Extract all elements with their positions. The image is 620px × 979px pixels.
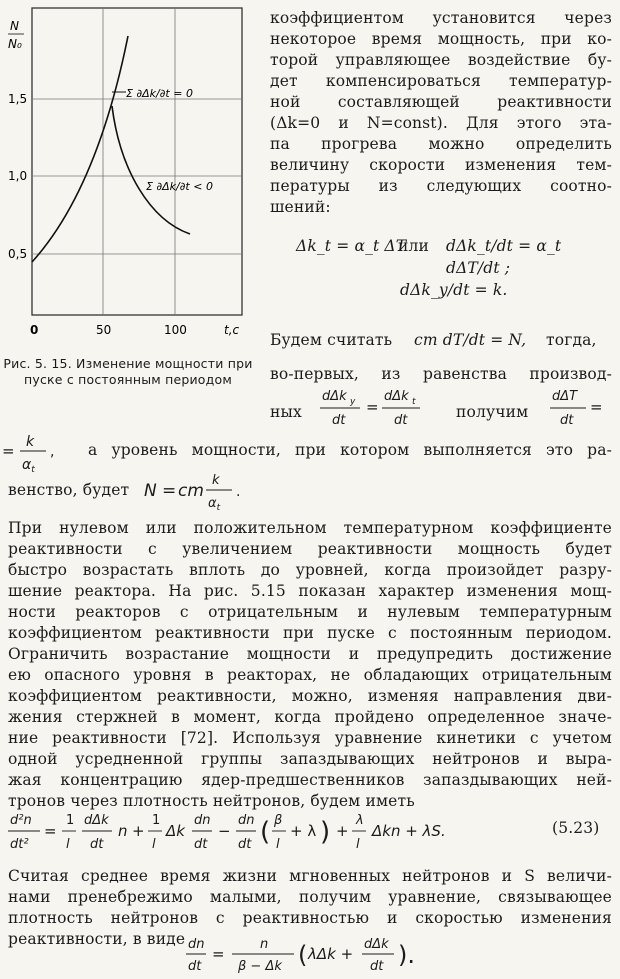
y-tick-label: 0,5 xyxy=(8,247,28,261)
svg-text:dΔk: dΔk xyxy=(322,389,347,404)
svg-text:=: = xyxy=(2,442,15,460)
svg-text:(: ( xyxy=(298,941,308,969)
svg-text:dΔk: dΔk xyxy=(84,813,109,828)
svg-text:αt: $\alpha_t$ xyxy=(208,496,221,513)
plot-frame xyxy=(32,8,242,315)
svg-text:d²n: d²n xyxy=(10,813,32,828)
text-line: дет компенсироваться температур- xyxy=(270,72,612,90)
text-line: ной составляющей реактивности xyxy=(270,93,612,111)
text-line: ние реактивности [72]. Используя уравнение кинетики с учетом xyxy=(8,729,612,747)
text-line: коэффициентом реактивности при пуске с постоянным периодом. xyxy=(8,624,612,642)
text-line: При нулевом или положительном температурном коэффициенте xyxy=(8,519,612,537)
svg-text:λΔk +: λΔk + xyxy=(308,945,354,963)
text-line: ею опасного уровня в реакторах, не обладающих отрицательным xyxy=(8,666,612,684)
text-line: во-первых, из равенства производ- xyxy=(270,365,612,383)
svg-text:dΔk: dΔk xyxy=(384,389,409,404)
svg-text:(: ( xyxy=(260,817,271,847)
text-line: (Δk=0 и N=const). Для этого эта- xyxy=(270,114,612,132)
grid-lines xyxy=(32,8,242,315)
curve-label-zero: Σ ∂Δk/∂t = 0 xyxy=(126,87,193,100)
text-line: па прогрева можно определить xyxy=(270,135,612,153)
svg-text:dn: dn xyxy=(188,937,205,952)
x-tick-label: 100 xyxy=(164,323,187,337)
svg-text:dt: dt xyxy=(370,959,384,974)
text-line: пературы из следующих соотно- xyxy=(270,177,612,195)
equation-2: dΔk_y/dt = k. xyxy=(400,281,508,299)
svg-text:β: β xyxy=(274,813,283,828)
svg-text:=: = xyxy=(212,945,225,963)
text-line: шение реактора. На рис. 5.15 показан характер изменения мощ- xyxy=(8,582,612,600)
text-line: получим xyxy=(456,403,529,421)
text-line: коэффициентом установится через xyxy=(270,9,612,27)
svg-text:Δk: Δk xyxy=(166,822,185,840)
equation-number: (5.23) xyxy=(552,819,600,837)
power-figure xyxy=(0,0,262,345)
x-tick-label: 0 xyxy=(30,323,39,337)
svg-text:n: n xyxy=(260,937,269,952)
text-line: Считая среднее время жизни мгновенных нейтронов и S величи- xyxy=(8,867,612,885)
text-line: некоторое время мощность, при ко- xyxy=(270,30,612,48)
curve-zero-coefficient xyxy=(32,36,128,262)
text-line: венство, будет xyxy=(8,481,130,499)
svg-text:dt: dt xyxy=(560,413,574,428)
equation-1-or: или xyxy=(398,237,429,255)
svg-text:−: − xyxy=(218,822,231,840)
text-line: величину скорости изменения тем- xyxy=(270,156,612,174)
svg-text:l: l xyxy=(356,837,360,852)
text-line: жения стержней в момент, когда пройдено определенное значе- xyxy=(8,708,612,726)
figure-caption: Рис. 5. 15. Изменение мощности при пуске с постоянным периодом xyxy=(3,356,253,387)
curve-label-negative: Σ ∂Δk/∂t < 0 xyxy=(146,180,213,193)
svg-text:k: k xyxy=(26,434,35,450)
svg-text:t: t xyxy=(412,397,416,407)
svg-text:Δkn + λS.: Δkn + λS. xyxy=(372,822,446,840)
svg-text:dt²: dt² xyxy=(10,837,29,852)
final-equation xyxy=(180,934,450,979)
equation-1-rhs: dΔk_t/dt = α_t dΔT/dt ; xyxy=(446,237,562,277)
svg-text:): ) xyxy=(320,817,331,847)
svg-text:+: + xyxy=(132,822,145,840)
svg-text:N: N xyxy=(144,481,157,501)
svg-text:dt: dt xyxy=(194,837,208,852)
text-line: ных xyxy=(270,403,302,421)
svg-text:=: = xyxy=(162,481,177,501)
text-line: жая концентрацию ядер-предшественников запаздывающих ней- xyxy=(8,771,612,789)
text-line: тогда, xyxy=(546,331,597,349)
svg-text:.: . xyxy=(236,484,241,500)
equation-3: cm dT/dt = N, xyxy=(414,331,527,349)
text-line: коэффициентом реактивности, можно, изменяя направления дви- xyxy=(8,687,612,705)
svg-text:+ λ: + λ xyxy=(290,822,317,840)
svg-text:λ: λ xyxy=(356,813,364,828)
y-tick-label: 1,5 xyxy=(8,92,28,106)
ratio-k-over-alpha xyxy=(0,428,70,476)
svg-text:=: = xyxy=(366,398,379,416)
svg-text:n: n xyxy=(118,822,128,840)
svg-text:dt: dt xyxy=(238,837,252,852)
power-level-formula xyxy=(140,466,250,514)
svg-text:dΔT: dΔT xyxy=(552,389,578,404)
text-line: шений: xyxy=(270,198,331,216)
x-tick-label: t,c xyxy=(224,323,240,337)
text-line: торой управляющее воздействие бу- xyxy=(270,51,612,69)
svg-text:1: 1 xyxy=(66,813,75,828)
text-line: одной усредненной группы запаздывающих нейтронов и выра- xyxy=(8,750,612,768)
svg-text:1: 1 xyxy=(152,813,161,828)
text-line: реактивности, в виде xyxy=(8,930,186,948)
text-line: ности реакторов с отрицательным и нулевым температурным xyxy=(8,603,612,621)
y-tick-label: 1,0 xyxy=(8,169,28,183)
text-line: плотность нейтронов с реактивностью и скоростью изменения xyxy=(8,909,612,927)
text-line: быстро возрастать вплоть до уровней, когда произойдет разру- xyxy=(8,561,612,579)
svg-text:dΔk: dΔk xyxy=(364,937,389,952)
svg-text:dt: dt xyxy=(332,413,346,428)
text-line: реактивности с увеличением реактивности мощность будет xyxy=(8,540,612,558)
svg-text:l: l xyxy=(66,837,70,852)
text-line: Ограничить возрастание мощности и предупредить достижение xyxy=(8,645,612,663)
svg-text:β − Δk: β − Δk xyxy=(238,959,282,974)
text-line: Будем считать xyxy=(270,331,393,349)
svg-text:k: k xyxy=(212,473,220,488)
svg-text:=: = xyxy=(590,398,603,416)
svg-text:l: l xyxy=(152,837,156,852)
y-axis-label-num: N xyxy=(10,19,19,33)
text-line: а уровень мощности, при котором выполняется это ра- xyxy=(88,441,612,459)
equation-1-lhs: Δk_t = α_t ΔT xyxy=(296,237,407,255)
curve-negative-coefficient xyxy=(112,106,190,234)
svg-text:dn: dn xyxy=(238,813,255,828)
svg-text:dn: dn xyxy=(194,813,211,828)
svg-text:l: l xyxy=(276,837,280,852)
svg-text:=: = xyxy=(44,822,57,840)
svg-text:dt: dt xyxy=(90,837,104,852)
svg-text:dt: dt xyxy=(394,413,408,428)
equation-5-23 xyxy=(0,808,540,858)
x-tick-label: 50 xyxy=(96,323,112,337)
svg-text:+: + xyxy=(336,822,349,840)
svg-text:).: ). xyxy=(398,941,415,969)
svg-text:,: , xyxy=(50,444,55,460)
text-line: тронов через плотность нейтронов, будем иметь xyxy=(8,792,415,810)
svg-text:dt: dt xyxy=(188,959,202,974)
svg-text:cm: cm xyxy=(178,481,204,501)
y-axis-label-den: N₀ xyxy=(8,37,22,51)
text-line: нами пренебрежимо малыми, получим уравнение, связывающее xyxy=(8,888,612,906)
svg-text:y: y xyxy=(350,397,356,407)
svg-text:αt: $\alpha_t$ xyxy=(22,457,35,475)
